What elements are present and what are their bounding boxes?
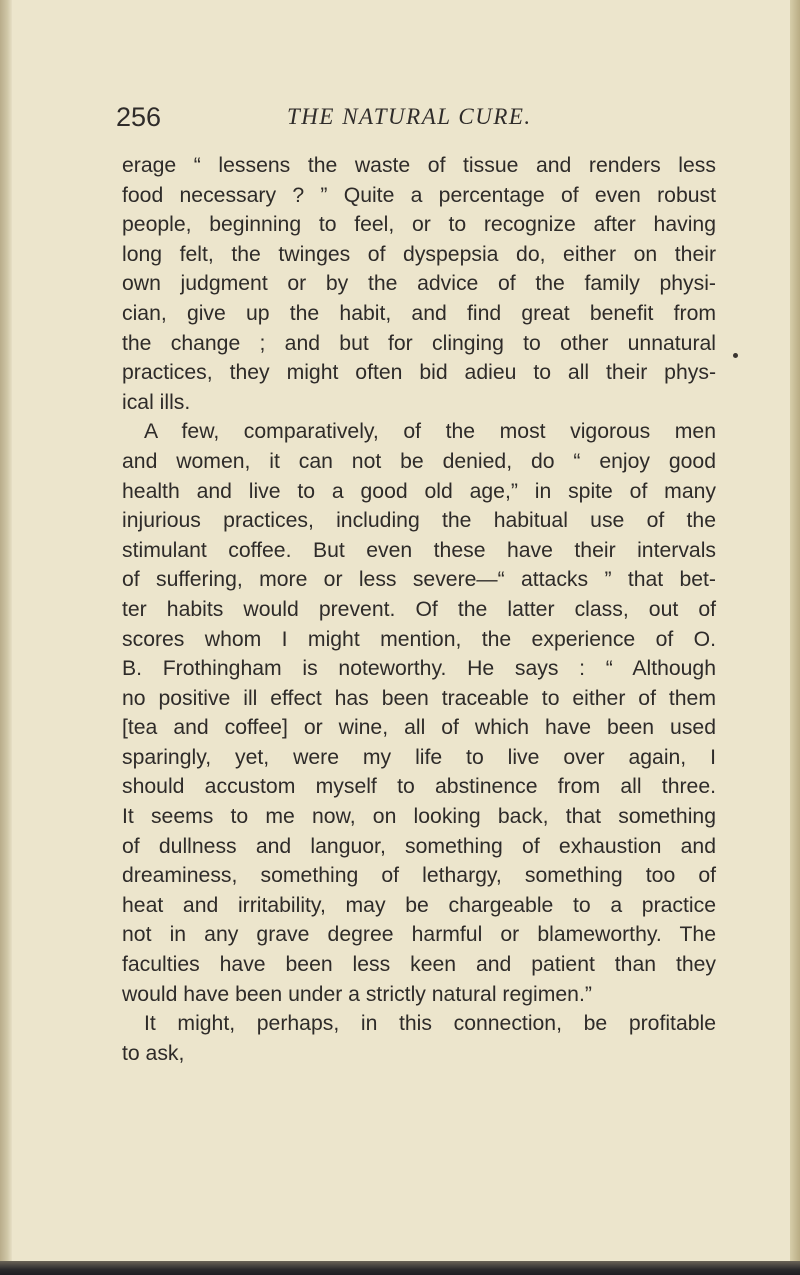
page-right-edge — [790, 0, 800, 1275]
text-line: It might, perhaps, in this connection, be profitable — [144, 1012, 716, 1036]
running-head: THE NATURAL CURE. — [287, 104, 532, 129]
text-line: injurious practices, including the habitual use of the — [122, 509, 716, 533]
text-line: would have been under a strictly natural regimen.” — [122, 982, 592, 1006]
text-line: food necessary ? ” Quite a percentage of even robust — [122, 183, 716, 207]
text-line: dreaminess, something of lethargy, something too of — [122, 864, 716, 888]
text-line: people, beginning to feel, or to recognize after having — [122, 213, 716, 237]
page-bottom-edge — [0, 1261, 800, 1275]
text-line: and women, it can not be denied, do “ enjoy good — [122, 449, 716, 473]
text-line: practices, they might often bid adieu to all their phys- — [122, 361, 716, 385]
text-line: not in any grave degree harmful or blameworthy. The — [122, 923, 716, 947]
text-line: ical ills. — [122, 390, 191, 414]
page-number: 256 — [116, 102, 162, 132]
text-line: ter habits would prevent. Of the latter class, out of — [122, 597, 716, 621]
text-line: faculties have been less keen and patient than they — [122, 953, 716, 977]
margin-ink-dot — [733, 353, 738, 358]
text-line: own judgment or by the advice of the family physi- — [122, 272, 716, 296]
page-header — [116, 102, 716, 138]
text-line: cian, give up the habit, and find great benefit from — [122, 301, 716, 325]
page-left-edge — [0, 0, 12, 1275]
text-line: A few, comparatively, of the most vigorous men — [144, 420, 716, 444]
text-line: of suffering, more or less severe—“ attacks ” that bet- — [122, 568, 716, 592]
text-line: the change ; and but for clinging to other unnatural — [122, 331, 716, 355]
text-line: erage “ lessens the waste of tissue and renders less — [122, 154, 716, 177]
body-text — [122, 151, 716, 1068]
text-line: [tea and coffee] or wine, all of which have been used — [122, 716, 716, 740]
text-line: scores whom I might mention, the experience of O. — [122, 627, 716, 651]
text-line: It seems to me now, on looking back, that something — [122, 805, 716, 829]
text-line: should accustom myself to abstinence from all three. — [122, 775, 716, 799]
text-line: to ask, — [122, 1041, 185, 1065]
text-line: no positive ill effect has been traceable to either of them — [122, 686, 716, 710]
text-line: sparingly, yet, were my life to live over again, I — [122, 745, 716, 769]
text-line: health and live to a good old age,” in spite of many — [122, 479, 716, 503]
text-line: long felt, the twinges of dyspepsia do, either on their — [122, 242, 716, 266]
text-line: heat and irritability, may be chargeable to a practice — [122, 893, 716, 917]
text-line: stimulant coffee. But even these have their intervals — [122, 538, 716, 562]
text-line: B. Frothingham is noteworthy. He says : “ Although — [122, 657, 716, 681]
text-line: of dullness and languor, something of exhaustion and — [122, 834, 716, 858]
